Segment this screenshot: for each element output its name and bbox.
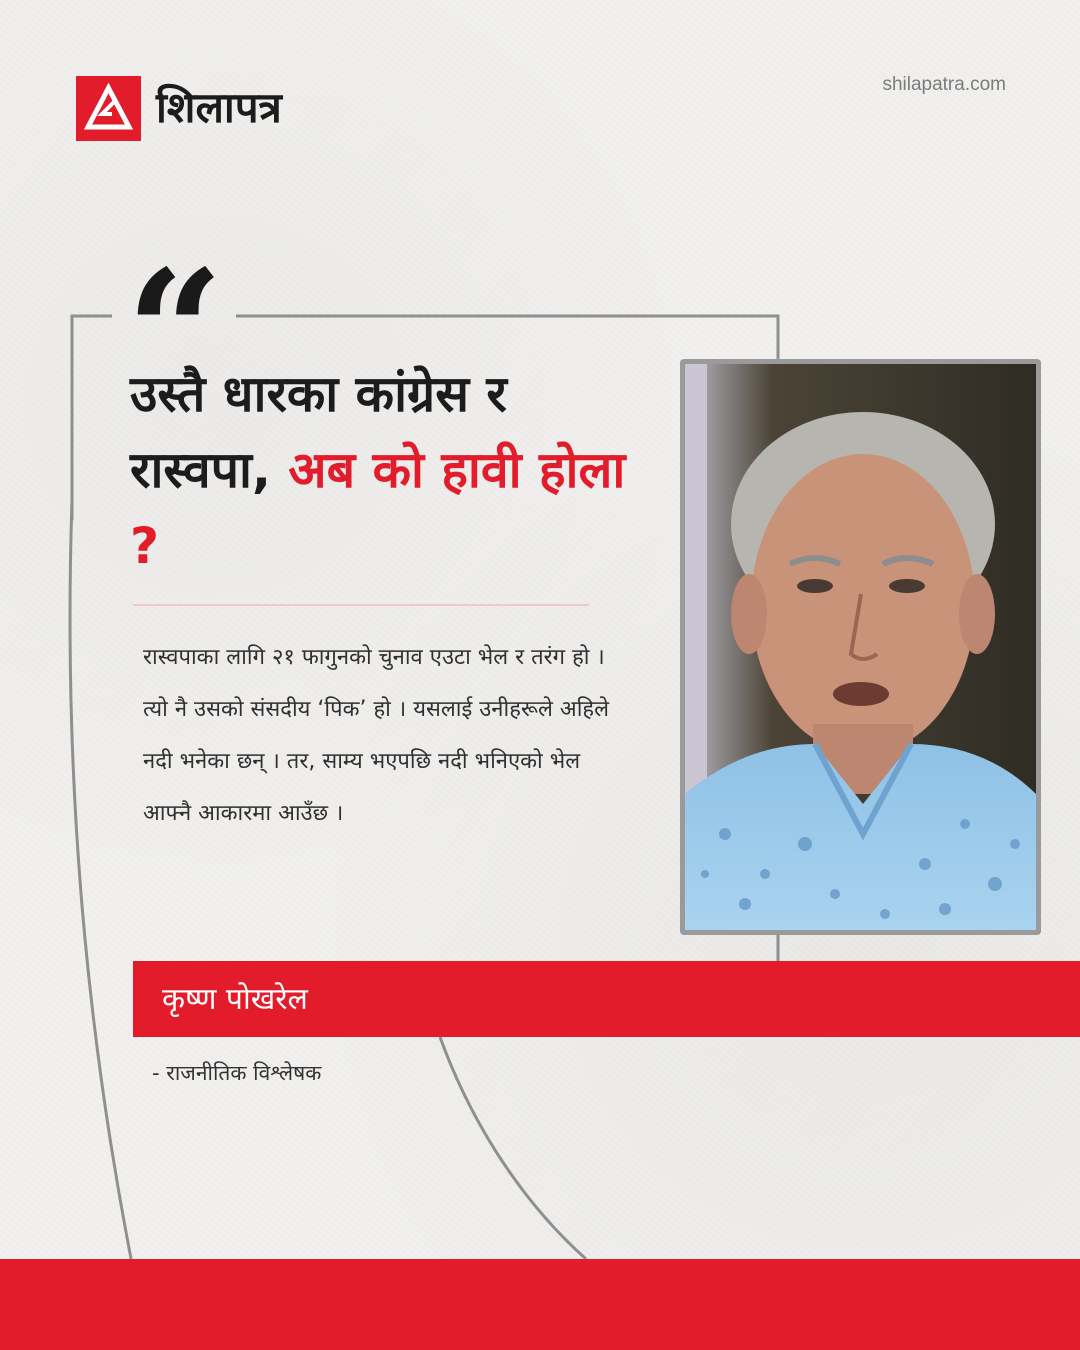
quote-mark-icon: “ [126, 233, 224, 433]
speaker-designation: - राजनीतिक विश्लेषक [152, 1061, 322, 1085]
headline [130, 356, 630, 584]
portrait-photo [685, 364, 1036, 930]
frame-line [236, 316, 778, 359]
frame-line [72, 316, 112, 520]
headline-part-2: अब को हावी होला ? [130, 441, 626, 575]
quote-body: रास्वपाका लागि २१ फागुनको चुनाव एउटा भेल र तरंग हो । त्यो नै उसको संसदीय ‘पिक’ हो । यसलाई उनीहरूले अहिले नदी भनेका छन् । तर, साम्य भएपछि नदी भनिएको भेल आफ्नै आकारमा आउँछ । [143, 645, 609, 826]
headline-divider [133, 604, 589, 606]
decorative-curve [440, 1037, 586, 1259]
brand-logo[interactable] [76, 76, 141, 141]
speaker-photo [680, 359, 1041, 935]
brand-name: शिलापत्र [156, 83, 282, 132]
speaker-name: कृष्ण पोखरेल [162, 982, 308, 1017]
headline-part-1: उस्तै धारका कांग्रेस र रास्वपा, [130, 365, 507, 499]
footer-band [0, 1259, 1080, 1350]
triangle-s-logo-icon [76, 76, 141, 141]
site-url[interactable]: shilapatra.com [882, 74, 1006, 95]
decorative-curve [70, 500, 150, 1350]
